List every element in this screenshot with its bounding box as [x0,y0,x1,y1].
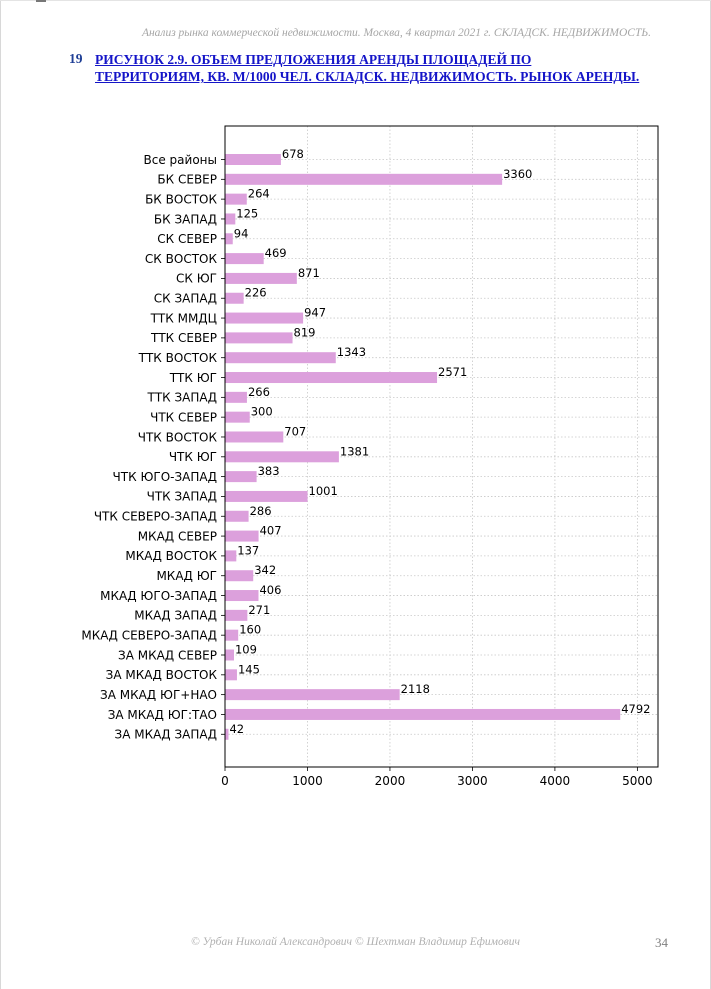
bar-28 [225,709,620,720]
footer-authors: © Урбан Николай Александрович © Шехтман Владимир Ефимович [191,936,520,948]
category-label-25: ЗА МКАД СЕВЕР [118,648,217,663]
category-label-24: МКАД СЕВЕРО-ЗАПАД [81,628,217,643]
value-label-24: 160 [239,622,262,637]
value-label-18: 286 [249,503,272,518]
category-label-17: ЧТК ЗАПАД [146,489,217,504]
category-label-21: МКАД ЮГ [156,569,217,584]
category-label-22: МКАД ЮГО-ЗАПАД [100,588,217,603]
bar-12 [225,392,247,403]
value-label-14: 707 [284,424,307,439]
value-label-13: 300 [250,404,273,419]
x-tick-label-5: 5000 [622,774,653,788]
category-label-5: СК ВОСТОК [144,251,217,266]
x-tick-label-1: 1000 [292,774,323,788]
value-label-0: 678 [281,147,304,161]
category-label-10: ТТК ВОСТОК [138,351,217,365]
bar-2 [225,194,247,205]
figure-title[interactable]: РИСУНОК 2.9. ОБЪЕМ ПРЕДЛОЖЕНИЯ АРЕНДЫ ПЛОЩАДЕЙ ПО ТЕРРИТОРИЯМ, КВ. М/1000 ЧЕЛ. СКЛАДСК. НЕДВИЖИМОСТЬ. РЫНОК АРЕНДЫ. [95,52,640,84]
value-label-23: 271 [248,602,271,617]
value-label-6: 871 [297,265,320,280]
bar-24 [225,630,238,641]
bar-21 [225,570,253,581]
plot-frame [225,126,658,767]
category-label-0: Все районы [143,152,217,167]
bar-8 [225,313,303,324]
value-label-1: 3360 [503,166,533,181]
bar-16 [225,471,257,482]
bar-10 [225,352,336,363]
bar-27 [225,689,400,700]
category-label-18: ЧТК СЕВЕРО-ЗАПАД [93,509,217,524]
category-label-14: ЧТК ВОСТОК [137,430,217,445]
value-label-10: 1343 [336,345,367,360]
page-number: 34 [655,935,668,950]
value-label-12: 266 [247,384,270,399]
bar-7 [225,293,244,304]
value-label-17: 1001 [308,483,338,498]
value-label-7: 226 [244,285,267,300]
category-label-2: БК ВОСТОК [145,192,217,207]
category-label-1: БК СЕВЕР [157,172,217,187]
category-label-20: МКАД ВОСТОК [125,549,217,564]
value-label-2: 264 [247,186,270,201]
bar-9 [225,332,293,343]
category-label-27: ЗА МКАД ЮГ+НАО [100,687,217,702]
bar-13 [225,412,250,423]
bar-1 [225,174,502,185]
category-label-7: СК ЗАПАД [153,291,217,306]
bar-17 [225,491,308,502]
category-label-3: БК ЗАПАД [153,212,217,227]
value-label-4: 94 [233,226,249,241]
value-label-15: 1381 [339,444,370,459]
figure-number: 19 [69,51,83,66]
category-label-9: ТТК СЕВЕР [150,331,217,346]
category-label-11: ТТК ЮГ [169,370,217,385]
value-label-25: 109 [234,642,257,657]
value-label-29: 42 [229,721,245,736]
category-label-26: ЗА МКАД ВОСТОК [105,668,217,683]
category-label-13: ЧТК СЕВЕР [150,410,217,425]
bar-19 [225,531,259,542]
bar-23 [225,610,247,621]
bar-22 [225,590,258,601]
value-label-8: 947 [304,305,327,320]
category-label-15: ЧТК ЮГ [168,450,217,465]
category-label-16: ЧТК ЮГО-ЗАПАД [112,469,217,484]
category-label-4: СК СЕВЕР [157,232,217,247]
bar-15 [225,451,339,462]
value-label-3: 125 [236,206,259,221]
value-label-21: 342 [254,563,277,578]
bar-3 [225,213,235,224]
x-tick-label-3: 3000 [457,774,488,788]
x-tick-label-0: 0 [221,774,229,788]
bar-29 [225,729,228,740]
category-label-6: СК ЮГ [176,271,217,286]
value-label-28: 4792 [621,701,651,716]
value-label-26: 145 [237,662,260,677]
bar-11 [225,372,437,383]
value-label-11: 2571 [438,365,468,380]
category-label-29: ЗА МКАД ЗАПАД [114,727,217,742]
value-label-27: 2118 [400,682,430,697]
bar-26 [225,669,237,680]
category-label-19: МКАД СЕВЕР [137,529,217,544]
running-header: Анализ рынка коммерческой недвижимости. Москва, 4 квартал 2021 г. СКЛАДСК. НЕДВИЖИМОСТЬ. [141,27,651,39]
value-label-16: 383 [257,464,280,479]
bar-0 [225,154,281,165]
category-label-12: ТТК ЗАПАД [147,390,217,405]
bar-20 [225,550,236,561]
bar-18 [225,511,249,522]
bar-4 [225,233,233,244]
category-label-28: ЗА МКАД ЮГ:ТАО [107,707,217,722]
value-label-22: 406 [259,583,282,598]
bar-6 [225,273,297,284]
value-label-19: 407 [259,523,282,538]
bar-14 [225,431,283,442]
bar-5 [225,253,264,264]
value-label-5: 469 [264,246,287,261]
x-tick-label-2: 2000 [374,774,406,788]
category-label-8: ТТК ММДЦ [150,311,217,326]
bar-25 [225,650,234,661]
value-label-9: 819 [293,325,316,340]
category-label-23: МКАД ЗАПАД [134,608,217,623]
value-label-20: 137 [237,543,260,558]
x-tick-label-4: 4000 [539,774,571,788]
